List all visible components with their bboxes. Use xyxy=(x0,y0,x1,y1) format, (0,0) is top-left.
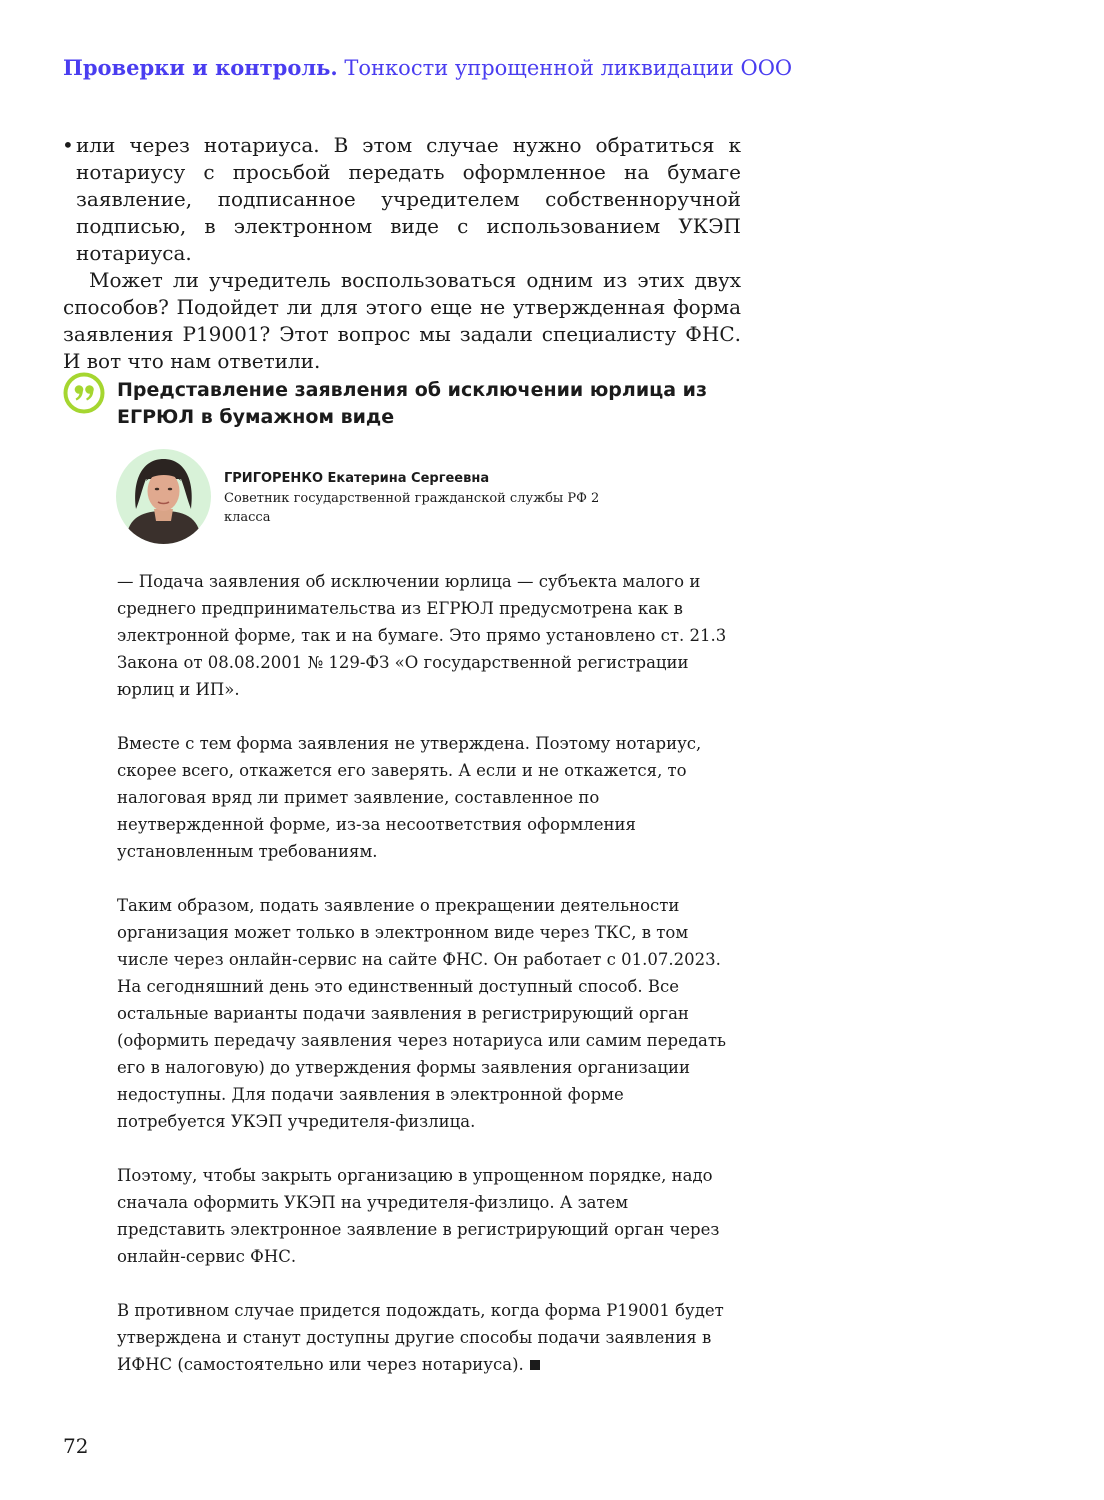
answer-paragraph-1: — Подача заявления об исключении юрлица — субъекта малого и среднего предпринимательства из ЕГРЮЛ предусмотрена как в электронной форме, так и на бумаге. Это прямо установлено ст. 21.3 Закона от 08.08.2001 № 129-ФЗ «О государственной регистрации юрлиц и ИП». xyxy=(117,572,727,699)
author-name: ГРИГОРЕНКО Екатерина Сергеевна xyxy=(224,471,490,486)
header-title: Тонкости упрощенной ликвидации ООО xyxy=(344,56,793,80)
answer-paragraph-4: Поэтому, чтобы закрыть организацию в упрощенном порядке, надо сначала оформить УКЭП на учредителя-физлицо. А затем представить электронное заявление в регистрирующий орган через онлайн-сервис ФНС. xyxy=(117,1166,720,1266)
running-header xyxy=(63,54,793,82)
answer-paragraph-5 xyxy=(117,1297,735,1378)
page-number: 72 xyxy=(63,1434,89,1458)
quote-icon xyxy=(63,372,105,414)
intro-paragraph: Может ли учредитель воспользоваться одним из этих двух способов? Подойдет ли для этого еще не утвержденная форма заявления Р19001? Этот вопрос мы задали специалисту ФНС. И вот что нам ответили. xyxy=(63,268,741,373)
answer-paragraph-2: Вместе с тем форма заявления не утверждена. Поэтому нотариус, скорее всего, откажется его заверять. А если и не откажется, то налоговая вряд ли примет заявление, составленное по неутвержденной форме, из-за несоответствия оформления установленным требованиям. xyxy=(117,734,702,861)
expert-answer xyxy=(117,568,735,1405)
quote-heading: Представление заявления об исключении юрлица из ЕГРЮЛ в бумажном виде xyxy=(117,379,708,428)
intro-text xyxy=(63,132,741,375)
answer-paragraph-3: Таким образом, подать заявление о прекращении деятельности организация может только в электронном виде через ТКС, в том числе через онлайн-сервис на сайте ФНС. Он работает с 01.07.2023. На сегодняшний день это единственный доступный способ. Все остальные варианты подачи заявления в регистрирующий орган (оформить передачу заявления через нотариуса или самим передать его в налоговую) до утверждения формы заявления организации недоступны. Для подачи заявления в электронной форме потребуется УКЭП учредителя-физлица. xyxy=(117,896,726,1131)
bullet-text: или через нотариуса. В этом случае нужно обратиться к нотариусу с просьбой передать оформленное на бумаге заявление, подписанное учредителем собственноручной подписью, в электронном виде с использованием УКЭП нотариуса. xyxy=(76,133,741,265)
bullet-item xyxy=(63,132,741,267)
author-avatar xyxy=(116,449,211,544)
answer-paragraph-5-text: В противном случае придется подождать, когда форма Р19001 будет утверждена и станут доступны другие способы подачи заявления в ИФНС (самостоятельно или через нотариуса). xyxy=(117,1301,724,1374)
author-role: Советник государственной гражданской службы РФ 2 класса xyxy=(224,491,600,525)
bullet-icon: • xyxy=(62,133,74,157)
end-of-article-icon xyxy=(530,1360,540,1370)
header-section: Проверки и контроль. xyxy=(63,55,338,80)
